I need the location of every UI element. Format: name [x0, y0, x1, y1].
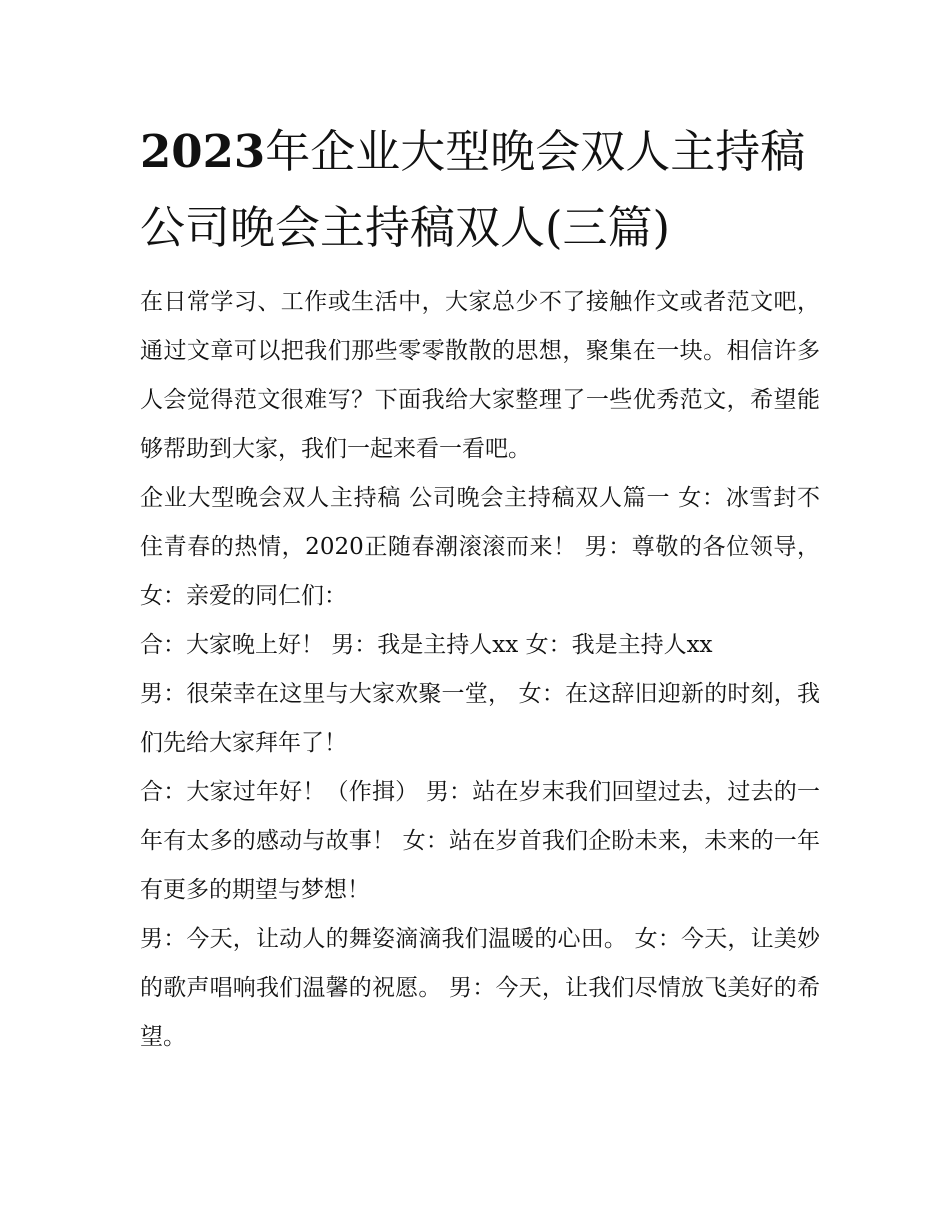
paragraph-intro: 在日常学习、工作或生活中，大家总少不了接触作文或者范文吧，通过文章可以把我们那些零零散散的思想，聚集在一块。相信许多人会觉得范文很难写？下面我给大家整理了一些优秀范文，希望能够帮助到大家，我们一起来看一看吧。 — [140, 289, 820, 462]
paragraph-welcome: 男：很荣幸在这里与大家欢聚一堂， 女：在这辞旧迎新的时刻，我们先给大家拜年了！ — [140, 681, 820, 756]
paragraph-greeting: 合：大家晚上好！ 男：我是主持人xx 女：我是主持人xx — [140, 632, 713, 658]
paragraph-today: 男：今天，让动人的舞姿滴滴我们温暖的心田。 女：今天，让美妙的歌声唱响我们温馨的祝愿。 男：今天，让我们尽情放飞美好的希望。 — [140, 926, 820, 1050]
title-year: 2023 — [140, 125, 266, 178]
paragraph-new-year: 合：大家过年好！（作揖） 男：站在岁末我们回望过去，过去的一年有太多的感动与故事！ 女：站在岁首我们企盼未来，未来的一年有更多的期望与梦想！ — [140, 779, 820, 903]
paragraph-opening: 企业大型晚会双人主持稿 公司晚会主持稿双人篇一 女：冰雪封不住青春的热情，2020正随春潮滚滚而来！ 男：尊敬的各位领导， 女：亲爱的同仁们： — [140, 485, 820, 609]
title-text: 年企业大型晚会双人主持稿 公司晚会主持稿双人(三篇) — [140, 125, 806, 254]
document-body — [140, 278, 820, 1062]
document-content — [140, 114, 820, 1062]
document-title — [140, 114, 820, 266]
